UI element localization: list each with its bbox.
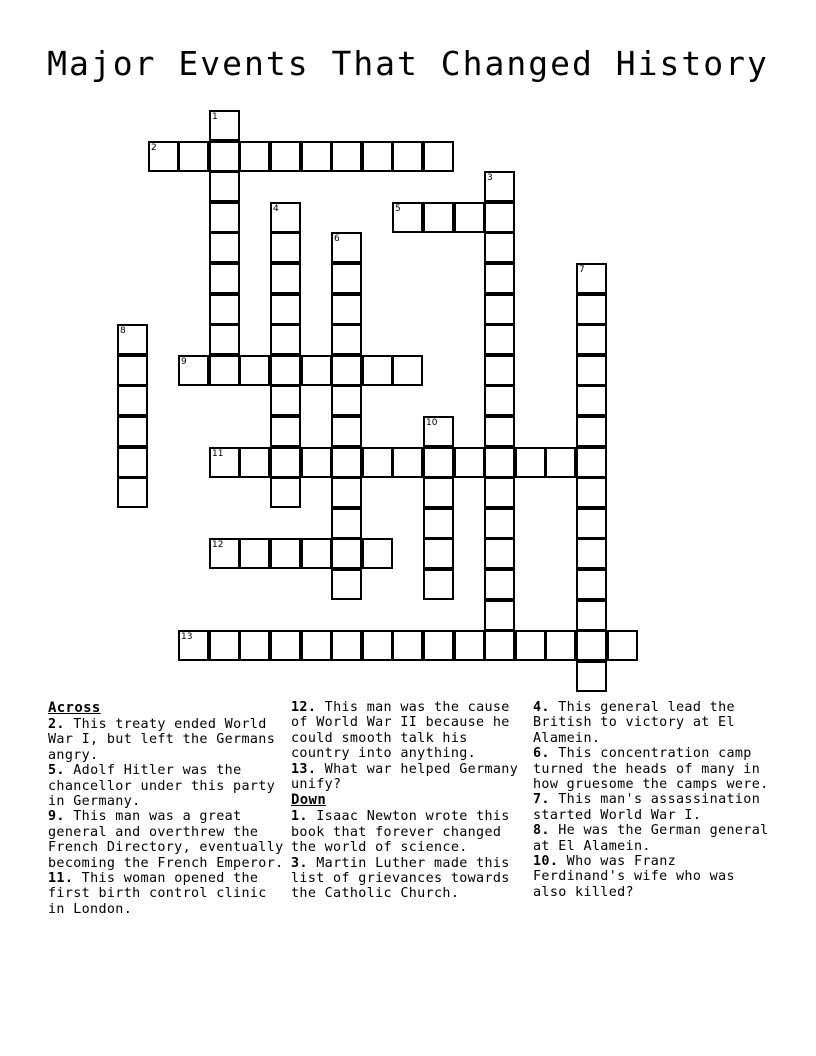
- grid-cell[interactable]: [239, 141, 270, 172]
- down-heading: Down: [291, 792, 327, 809]
- grid-cell[interactable]: [576, 324, 607, 355]
- clue-item: [291, 809, 527, 855]
- clue-number-label: 6: [334, 234, 340, 244]
- grid-cell[interactable]: [331, 447, 362, 478]
- clue-number-label: 4: [273, 204, 279, 214]
- grid-cell[interactable]: [362, 141, 393, 172]
- clue-number-label: 12: [212, 540, 224, 550]
- grid-cell[interactable]: [484, 538, 515, 569]
- clue-number-label: 8: [120, 326, 126, 336]
- clue-number: 12.: [291, 700, 317, 715]
- grid-cell[interactable]: [484, 416, 515, 447]
- grid-cell[interactable]: [239, 447, 270, 478]
- grid-cell[interactable]: [331, 355, 362, 386]
- clue-text: He was the German general at El Alamein.: [533, 823, 769, 854]
- clue-text: What war helped Germany unify?: [291, 761, 519, 793]
- clue-column-3: [533, 700, 769, 900]
- across-heading: Across: [48, 700, 101, 716]
- grid-cell[interactable]: [331, 263, 362, 294]
- grid-cell[interactable]: [576, 355, 607, 386]
- grid-cell[interactable]: [331, 324, 362, 355]
- grid-cell[interactable]: [117, 385, 148, 416]
- clue-number-label: 3: [487, 173, 493, 183]
- grid-cell[interactable]: [270, 263, 301, 294]
- grid-cell[interactable]: [484, 355, 515, 386]
- grid-cell[interactable]: [209, 355, 240, 386]
- clue-number-label: 2: [151, 143, 157, 153]
- clue-number: 4.: [533, 700, 550, 715]
- clue-item: [533, 823, 769, 854]
- grid-cell[interactable]: [117, 447, 148, 478]
- grid-cell[interactable]: [239, 538, 270, 569]
- grid-cell[interactable]: [301, 141, 332, 172]
- clue-number-label: 5: [395, 204, 401, 214]
- clue-text: This man was the cause of World War II because he could smooth talk his country into anything.: [291, 700, 510, 762]
- grid-cell[interactable]: [484, 294, 515, 325]
- clue-number: 5.: [48, 763, 65, 779]
- grid-cell[interactable]: [331, 538, 362, 569]
- clue-item: [48, 871, 284, 917]
- grid-cell[interactable]: [484, 600, 515, 631]
- clue-number: 8.: [533, 823, 550, 839]
- grid-cell[interactable]: [423, 538, 454, 569]
- clue-number: 3.: [291, 855, 308, 871]
- clue-number: 9.: [48, 809, 65, 825]
- clue-number: 1.: [291, 809, 308, 825]
- grid-cell[interactable]: [301, 630, 332, 661]
- clue-number-label: 1: [212, 112, 218, 122]
- grid-cell[interactable]: [484, 324, 515, 355]
- grid-cell[interactable]: [209, 171, 240, 202]
- clue-text: Adolf Hitler was the chancellor under this party in Germany.: [48, 763, 276, 810]
- grid-cell[interactable]: [331, 508, 362, 539]
- grid-cell[interactable]: [576, 600, 607, 631]
- grid-cell[interactable]: [331, 630, 362, 661]
- grid-cell[interactable]: [484, 569, 515, 600]
- clue-item: [291, 762, 527, 793]
- grid-cell[interactable]: [392, 447, 423, 478]
- grid-cell[interactable]: [270, 385, 301, 416]
- grid-cell[interactable]: [607, 630, 638, 661]
- grid-cell[interactable]: [117, 477, 148, 508]
- clue-text: Who was Franz Ferdinand's wife who was also killed?: [533, 854, 735, 900]
- clue-item: [533, 854, 769, 900]
- grid-cell[interactable]: [209, 202, 240, 233]
- grid-cell[interactable]: [331, 416, 362, 447]
- grid-cell[interactable]: [423, 569, 454, 600]
- grid-cell[interactable]: [270, 477, 301, 508]
- grid-cell[interactable]: [392, 355, 423, 386]
- grid-cell[interactable]: [454, 630, 485, 661]
- grid-cell[interactable]: [117, 416, 148, 447]
- grid-cell[interactable]: [209, 630, 240, 661]
- grid-cell[interactable]: [454, 202, 485, 233]
- clue-number-label: 9: [181, 357, 187, 367]
- clue-number: 13.: [291, 761, 317, 777]
- grid-cell[interactable]: [576, 538, 607, 569]
- grid-cell[interactable]: [209, 141, 240, 172]
- clue-text: Isaac Newton wrote this book that forever changed the world of science.: [291, 809, 510, 856]
- grid-cell[interactable]: [576, 294, 607, 325]
- grid-cell[interactable]: [545, 447, 576, 478]
- grid-cell[interactable]: [454, 447, 485, 478]
- grid-cell[interactable]: [423, 141, 454, 172]
- clue-number-label: 10: [426, 418, 438, 428]
- clue-item: [533, 746, 769, 792]
- grid-cell[interactable]: [392, 630, 423, 661]
- grid-cell[interactable]: [484, 447, 515, 478]
- grid-cell[interactable]: [515, 447, 546, 478]
- grid-cell[interactable]: [392, 141, 423, 172]
- clue-item: [48, 763, 284, 809]
- clue-number-label: 11: [212, 449, 224, 459]
- grid-cell[interactable]: [270, 447, 301, 478]
- clue-item: [533, 700, 769, 746]
- puzzle-title: Major Events That Changed History: [47, 44, 769, 83]
- grid-cell[interactable]: [362, 447, 393, 478]
- grid-cell[interactable]: [270, 324, 301, 355]
- grid-cell[interactable]: [484, 385, 515, 416]
- grid-cell[interactable]: [515, 630, 546, 661]
- grid-cell[interactable]: [423, 477, 454, 508]
- clue-number: 10.: [533, 854, 559, 870]
- grid-cell[interactable]: [331, 141, 362, 172]
- clue-text: This man was a great general and overthrew the French Directory, eventually becoming the French Emperor.: [48, 809, 284, 871]
- grid-cell[interactable]: [576, 385, 607, 416]
- grid-cell[interactable]: [270, 294, 301, 325]
- grid-cell[interactable]: [178, 141, 209, 172]
- grid-cell[interactable]: [270, 141, 301, 172]
- grid-cell[interactable]: [423, 447, 454, 478]
- clue-number: 2.: [48, 717, 65, 732]
- grid-cell[interactable]: [484, 477, 515, 508]
- grid-cell[interactable]: [301, 355, 332, 386]
- grid-cell[interactable]: [484, 232, 515, 263]
- grid-cell[interactable]: [576, 447, 607, 478]
- clue-number: 11.: [48, 871, 74, 887]
- grid-cell[interactable]: [576, 416, 607, 447]
- clue-item: [48, 717, 284, 763]
- grid-cell[interactable]: [209, 294, 240, 325]
- grid-cell[interactable]: [362, 355, 393, 386]
- clue-item: [533, 792, 769, 823]
- grid-cell[interactable]: [545, 630, 576, 661]
- clue-column-1: [48, 700, 284, 917]
- clue-text: This concentration camp turned the heads of many in how gruesome the camps were.: [533, 746, 769, 793]
- grid-cell[interactable]: [576, 630, 607, 661]
- grid-cell[interactable]: [270, 630, 301, 661]
- grid-cell[interactable]: [301, 447, 332, 478]
- clue-number: 6.: [533, 746, 550, 762]
- grid-cell[interactable]: [362, 538, 393, 569]
- grid-cell[interactable]: [331, 569, 362, 600]
- grid-cell[interactable]: [484, 263, 515, 294]
- grid-cell[interactable]: [209, 232, 240, 263]
- grid-cell[interactable]: [239, 355, 270, 386]
- grid-cell[interactable]: [423, 202, 454, 233]
- clue-item: [291, 700, 527, 762]
- grid-cell[interactable]: [331, 385, 362, 416]
- grid-cell[interactable]: [362, 630, 393, 661]
- grid-cell[interactable]: [484, 508, 515, 539]
- clue-number-label: 13: [181, 632, 193, 642]
- grid-cell[interactable]: [270, 232, 301, 263]
- clue-text: This general lead the British to victory at El Alamein.: [533, 700, 735, 746]
- grid-cell[interactable]: [576, 477, 607, 508]
- grid-cell[interactable]: [423, 630, 454, 661]
- grid-cell[interactable]: [117, 355, 148, 386]
- grid-cell[interactable]: [423, 508, 454, 539]
- grid-cell[interactable]: [209, 324, 240, 355]
- grid-cell[interactable]: [239, 630, 270, 661]
- grid-cell[interactable]: [576, 508, 607, 539]
- clue-text: Martin Luther made this list of grievances towards the Catholic Church.: [291, 855, 510, 902]
- grid-cell[interactable]: [270, 416, 301, 447]
- grid-cell[interactable]: [331, 294, 362, 325]
- grid-cell[interactable]: [576, 569, 607, 600]
- clue-item: [291, 856, 527, 902]
- grid-cell[interactable]: [484, 630, 515, 661]
- grid-cell[interactable]: [301, 538, 332, 569]
- clue-number-label: 7: [579, 265, 585, 275]
- clue-column-2: [291, 700, 527, 902]
- grid-cell[interactable]: [484, 202, 515, 233]
- clue-number: 7.: [533, 792, 550, 808]
- grid-cell[interactable]: [209, 263, 240, 294]
- grid-cell[interactable]: [331, 477, 362, 508]
- grid-cell[interactable]: [576, 661, 607, 692]
- clue-text: This man's assassination started World War I.: [533, 792, 761, 823]
- clue-text: This woman opened the first birth control clinic in London.: [48, 871, 267, 917]
- clue-item: [48, 809, 284, 871]
- clue-text: This treaty ended World War I, but left the Germans angry.: [48, 717, 276, 763]
- grid-cell[interactable]: [270, 538, 301, 569]
- grid-cell[interactable]: [270, 355, 301, 386]
